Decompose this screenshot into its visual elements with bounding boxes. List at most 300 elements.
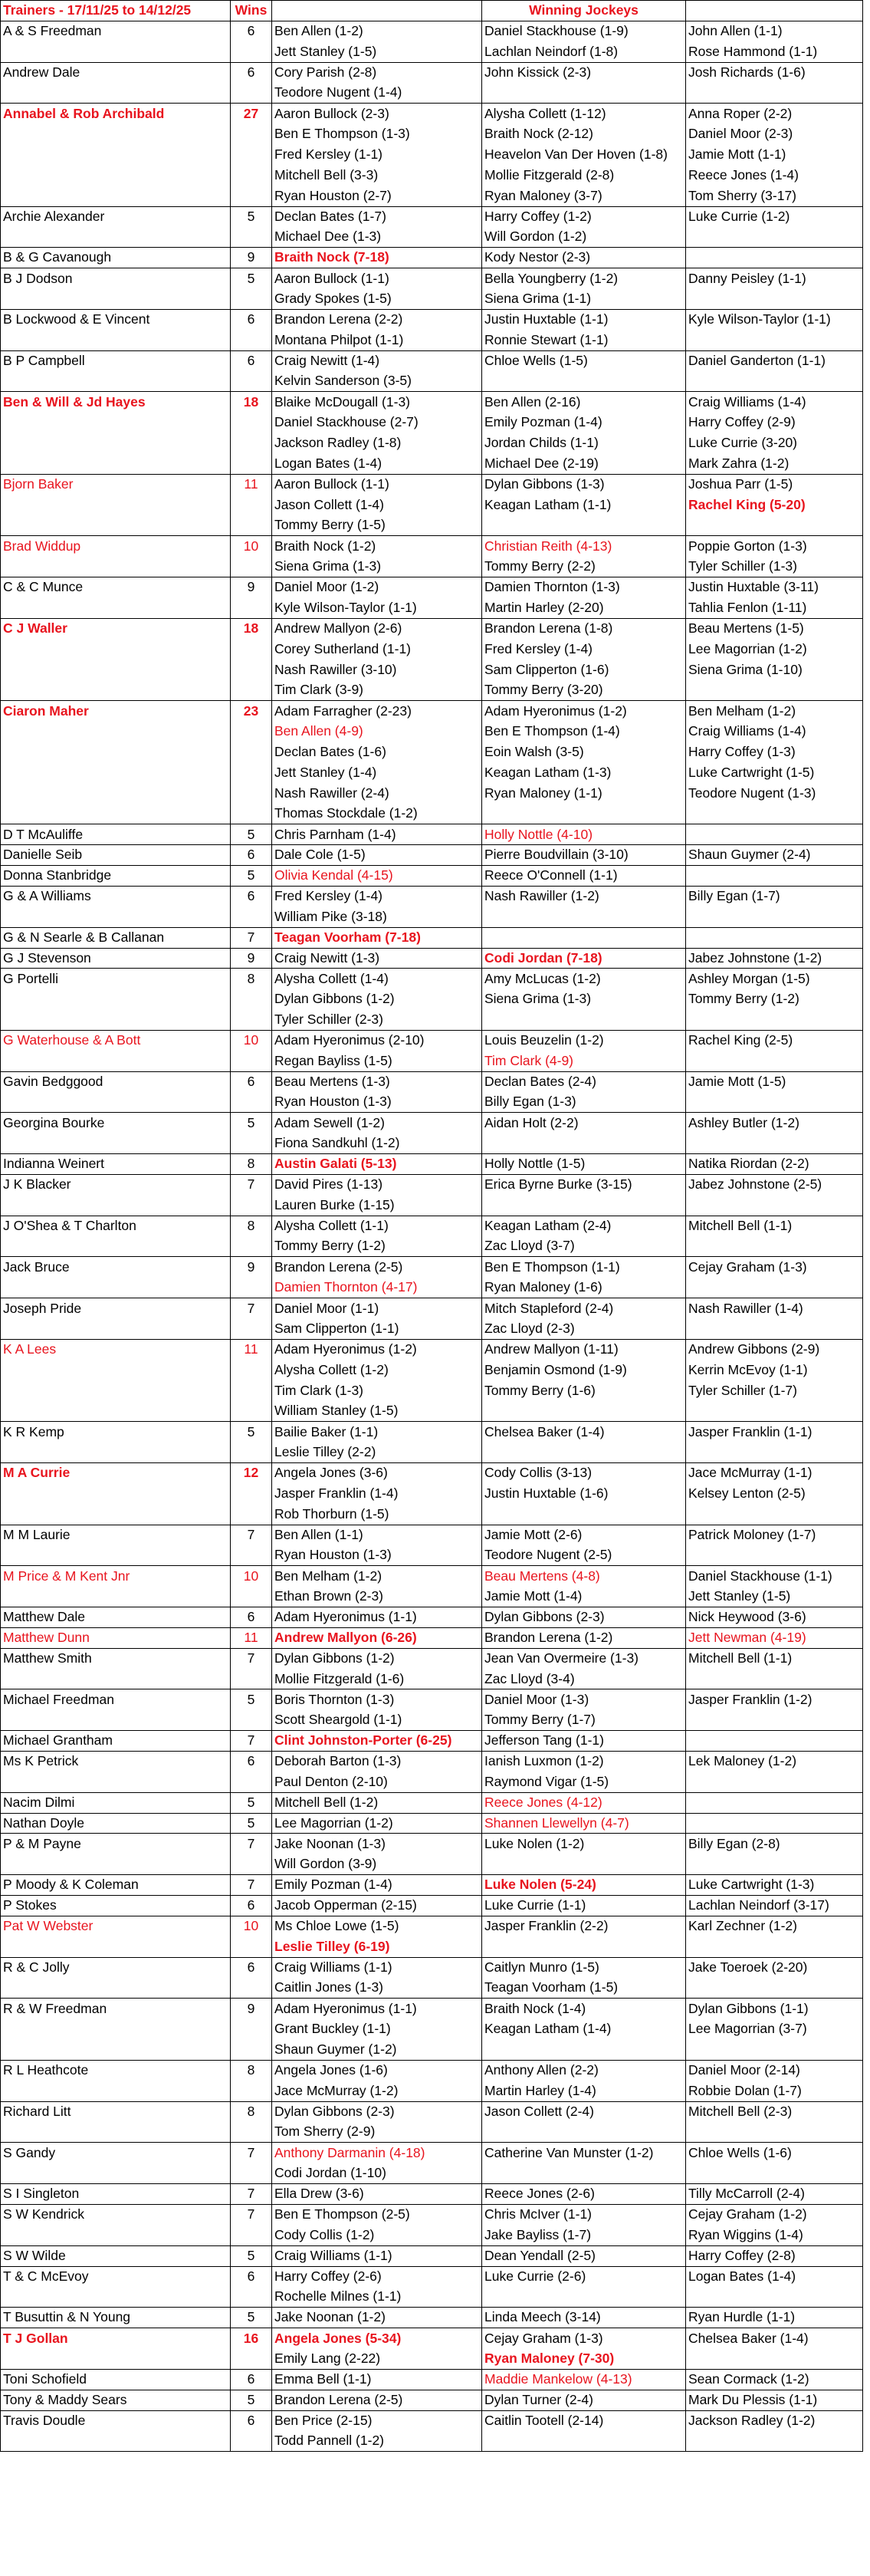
jockey-cell: Zac Lloyd (3-7) xyxy=(482,1236,686,1257)
jockey-cell: Sam Clipperton (1-6) xyxy=(482,660,686,680)
jockey-cell: Martin Harley (2-20) xyxy=(482,597,686,618)
table-row xyxy=(1,1483,863,1504)
trainer-wins xyxy=(231,1401,272,1422)
trainer-name: Richard Litt xyxy=(1,2101,231,2122)
jockey-cell xyxy=(482,1936,686,1957)
trainer-wins xyxy=(231,1504,272,1525)
jockey-cell xyxy=(686,2348,863,2369)
trainer-name xyxy=(1,2122,231,2143)
trainer-name: B J Dodson xyxy=(1,268,231,289)
jockey-cell: Lachlan Neindorf (1-8) xyxy=(482,41,686,62)
jockey-cell: Olivia Kendal (4-15) xyxy=(272,866,482,887)
trainer-wins xyxy=(231,722,272,742)
jockey-cell: Ryan Maloney (3-7) xyxy=(482,186,686,206)
jockey-cell: Alysha Collett (1-12) xyxy=(482,104,686,124)
jockey-cell: Siena Grima (1-10) xyxy=(686,660,863,680)
table-row xyxy=(1,948,863,969)
jockey-cell: Beau Mertens (4-8) xyxy=(482,1566,686,1587)
table-row xyxy=(1,2204,863,2225)
jockey-cell: Daniel Ganderton (1-1) xyxy=(686,350,863,371)
jockey-cell: Danny Peisley (1-1) xyxy=(686,268,863,289)
trainer-wins xyxy=(231,1092,272,1113)
jockey-cell: Ashley Morgan (1-5) xyxy=(686,969,863,989)
trainer-name: G & N Searle & B Callanan xyxy=(1,927,231,948)
jockey-cell: Dylan Gibbons (2-3) xyxy=(482,1607,686,1628)
table-row xyxy=(1,845,863,866)
jockey-cell: Craig Williams (1-4) xyxy=(686,722,863,742)
jockey-cell xyxy=(686,906,863,927)
jockey-cell: Mark Zahra (1-2) xyxy=(686,453,863,474)
jockey-cell: Boris Thornton (1-3) xyxy=(272,1689,482,1710)
jockey-cell: Josh Richards (1-6) xyxy=(686,62,863,83)
jockey-cell: Tom Sherry (3-17) xyxy=(686,186,863,206)
jockey-cell: Ben Melham (1-2) xyxy=(686,701,863,722)
table-row xyxy=(1,742,863,762)
jockey-cell: Grant Buckley (1-1) xyxy=(272,2019,482,2040)
jockey-cell: Bailie Baker (1-1) xyxy=(272,1422,482,1443)
jockey-cell: Erica Byrne Burke (3-15) xyxy=(482,1174,686,1195)
jockey-cell: Craig Williams (1-4) xyxy=(686,392,863,413)
table-row xyxy=(1,1195,863,1216)
trainer-wins xyxy=(231,1051,272,1071)
trainer-name xyxy=(1,1772,231,1792)
jockey-cell: Jamie Mott (2-6) xyxy=(482,1525,686,1545)
table-row xyxy=(1,515,863,536)
winning-jockeys-header: Winning Jockeys xyxy=(482,1,686,21)
trainer-wins xyxy=(231,2287,272,2308)
table-row xyxy=(1,289,863,310)
trainer-wins xyxy=(231,2163,272,2184)
jockey-cell: Craig Williams (1-1) xyxy=(272,1957,482,1978)
jockey-cell: Jace McMurray (1-2) xyxy=(272,2081,482,2101)
trainer-wins xyxy=(231,742,272,762)
jockey-cell: Dylan Gibbons (1-2) xyxy=(272,989,482,1010)
jockey-cell xyxy=(686,1092,863,1113)
jockey-cell: Teodore Nugent (1-3) xyxy=(686,783,863,804)
table-row xyxy=(1,536,863,557)
table-row xyxy=(1,83,863,104)
trainer-wins: 5 xyxy=(231,2308,272,2328)
table-row xyxy=(1,597,863,618)
jockey-cell: Ryan Wiggins (1-4) xyxy=(686,2225,863,2245)
jockey-cell: Ryan Houston (1-3) xyxy=(272,1545,482,1566)
jockey-cell: Jacob Opperman (2-15) xyxy=(272,1896,482,1916)
trainer-wins: 10 xyxy=(231,1916,272,1936)
trainer-wins xyxy=(231,762,272,783)
jockey-cell: Rose Hammond (1-1) xyxy=(686,41,863,62)
jockey-cell: Daniel Moor (2-3) xyxy=(686,124,863,145)
table-row xyxy=(1,62,863,83)
jockey-cell: Nash Rawiller (1-4) xyxy=(686,1298,863,1319)
jockey-cell: Cody Collis (1-2) xyxy=(272,2225,482,2245)
jockey-cell: Jett Newman (4-19) xyxy=(686,1627,863,1648)
trainer-wins xyxy=(231,1978,272,1999)
trainer-wins: 7 xyxy=(231,1731,272,1752)
trainer-name xyxy=(1,165,231,186)
table-row xyxy=(1,1360,863,1380)
jockey-cell: Billy Egan (1-7) xyxy=(686,886,863,906)
trainer-wins: 6 xyxy=(231,1071,272,1092)
table-row xyxy=(1,1710,863,1731)
trainer-wins: 10 xyxy=(231,1566,272,1587)
jockey-cell: Sean Cormack (1-2) xyxy=(686,2369,863,2390)
trainer-wins xyxy=(231,124,272,145)
jockey-cell: Chris Parnham (1-4) xyxy=(272,824,482,845)
trainer-wins xyxy=(231,1236,272,1257)
table-row xyxy=(1,1030,863,1051)
trainer-wins: 6 xyxy=(231,1896,272,1916)
trainer-wins: 7 xyxy=(231,1834,272,1854)
jockey-cell: Leslie Tilley (6-19) xyxy=(272,1936,482,1957)
table-row xyxy=(1,2287,863,2308)
trainer-wins: 11 xyxy=(231,1627,272,1648)
jockey-cell: Catherine Van Munster (1-2) xyxy=(482,2143,686,2163)
jockey-cell: Tyler Schiller (1-3) xyxy=(686,557,863,577)
jockey-cell: Ryan Houston (2-7) xyxy=(272,186,482,206)
jockey-cell: Keagan Latham (1-4) xyxy=(482,2019,686,2040)
header-row xyxy=(1,1,863,21)
jockey-cell: Rachel King (5-20) xyxy=(686,495,863,515)
table-row xyxy=(1,1051,863,1071)
jockey-cell: Ben E Thompson (1-4) xyxy=(482,722,686,742)
trainer-name xyxy=(1,2348,231,2369)
trainer-name xyxy=(1,186,231,206)
jockey-cell: Ryan Maloney (7-30) xyxy=(482,2348,686,2369)
trainer-name xyxy=(1,2287,231,2308)
jockey-cell xyxy=(686,1792,863,1813)
jockey-cell xyxy=(686,83,863,104)
jockey-cell: Angela Jones (3-6) xyxy=(272,1463,482,1484)
trainer-name xyxy=(1,639,231,660)
jockey-cell: Tim Clark (3-9) xyxy=(272,680,482,701)
trainer-wins: 9 xyxy=(231,248,272,268)
jockey-cell: Poppie Gorton (1-3) xyxy=(686,536,863,557)
jockey-cell: Robbie Dolan (1-7) xyxy=(686,2081,863,2101)
jockey-cell: Jamie Mott (1-1) xyxy=(686,145,863,166)
table-row xyxy=(1,906,863,927)
jockey-cell: Chloe Wells (1-5) xyxy=(482,350,686,371)
table-row xyxy=(1,824,863,845)
jockey-cell: Amy McLucas (1-2) xyxy=(482,969,686,989)
trainer-name xyxy=(1,1710,231,1731)
trainer-name: Tony & Maddy Sears xyxy=(1,2390,231,2410)
trainer-name xyxy=(1,515,231,536)
jockey-cell: Kody Nestor (2-3) xyxy=(482,248,686,268)
jockey-cell xyxy=(686,1772,863,1792)
jockey-cell: Daniel Stackhouse (2-7) xyxy=(272,413,482,433)
trainer-wins: 6 xyxy=(231,2369,272,2390)
jockey-cell: Jake Bayliss (1-7) xyxy=(482,2225,686,2245)
trainer-wins: 6 xyxy=(231,62,272,83)
jockey-cell: Tommy Berry (2-2) xyxy=(482,557,686,577)
trainer-name xyxy=(1,557,231,577)
jockey-cell xyxy=(686,1133,863,1154)
trainer-name xyxy=(1,660,231,680)
jockey-cell: Sam Clipperton (1-1) xyxy=(272,1319,482,1340)
trainer-wins xyxy=(231,330,272,350)
jockey-cell: Pierre Boudvillain (3-10) xyxy=(482,845,686,866)
table-row xyxy=(1,660,863,680)
jockey-cell: Lachlan Neindorf (3-17) xyxy=(686,1896,863,1916)
jockey-cell: John Kissick (2-3) xyxy=(482,62,686,83)
jockey-cell xyxy=(686,515,863,536)
trainer-wins xyxy=(231,413,272,433)
jockey-cell: Luke Cartwright (1-3) xyxy=(686,1875,863,1896)
jockey-cell: Todd Pannell (1-2) xyxy=(272,2431,482,2452)
jockey-cell: Jasper Franklin (1-2) xyxy=(686,1689,863,1710)
jockey-cell xyxy=(482,2287,686,2308)
table-row xyxy=(1,1092,863,1113)
table-row xyxy=(1,1463,863,1484)
trainer-name: M Price & M Kent Jnr xyxy=(1,1566,231,1587)
trainer-wins: 5 xyxy=(231,1422,272,1443)
trainer-name: Danielle Seib xyxy=(1,845,231,866)
jockey-cell: Mitchell Bell (3-3) xyxy=(272,165,482,186)
jockey-cell xyxy=(482,927,686,948)
table-row xyxy=(1,1298,863,1319)
trainer-wins: 10 xyxy=(231,536,272,557)
trainer-wins xyxy=(231,1483,272,1504)
trainer-wins: 5 xyxy=(231,1689,272,1710)
trainer-name: T J Gollan xyxy=(1,2328,231,2349)
table-row xyxy=(1,1422,863,1443)
trainer-name: G J Stevenson xyxy=(1,948,231,969)
trainer-wins xyxy=(231,227,272,248)
trainer-wins: 5 xyxy=(231,206,272,227)
trainer-wins: 7 xyxy=(231,1525,272,1545)
jockey-cell xyxy=(686,824,863,845)
table-row xyxy=(1,886,863,906)
wins-header: Wins xyxy=(231,1,272,21)
jockey-cell: Rochelle Milnes (1-1) xyxy=(272,2287,482,2308)
trainer-name xyxy=(1,1278,231,1298)
jockey-cell: Shaun Guymer (2-4) xyxy=(686,845,863,866)
table-row xyxy=(1,1854,863,1875)
jockey-cell: Bella Youngberry (1-2) xyxy=(482,268,686,289)
jockey-cell: Logan Bates (1-4) xyxy=(686,2266,863,2287)
jockey-cell: Ben Melham (1-2) xyxy=(272,1566,482,1587)
trainer-name xyxy=(1,371,231,392)
trainer-name: P & M Payne xyxy=(1,1834,231,1854)
trainer-wins: 8 xyxy=(231,2060,272,2081)
jockey-cell: Christian Reith (4-13) xyxy=(482,536,686,557)
jockey-cell: Siena Grima (1-1) xyxy=(482,289,686,310)
trainer-wins: 10 xyxy=(231,1030,272,1051)
jockey-cell: Montana Philpot (1-1) xyxy=(272,330,482,350)
trainer-wins xyxy=(231,989,272,1010)
table-row xyxy=(1,1319,863,1340)
jockey-cell: Justin Huxtable (3-11) xyxy=(686,577,863,598)
jockey-cell: Craig Newitt (1-3) xyxy=(272,948,482,969)
jockey-cell: Emma Bell (1-1) xyxy=(272,2369,482,2390)
trainer-name: C J Waller xyxy=(1,618,231,639)
trainer-wins xyxy=(231,495,272,515)
trainer-name: B & G Cavanough xyxy=(1,248,231,268)
trainer-name xyxy=(1,1443,231,1463)
table-row xyxy=(1,1566,863,1587)
jockey-cell xyxy=(686,289,863,310)
jockey-cell: Jefferson Tang (1-1) xyxy=(482,1731,686,1752)
jockey-cell: Kerrin McEvoy (1-1) xyxy=(686,1360,863,1380)
jockey-cell: Adam Hyeronimus (1-1) xyxy=(272,1607,482,1628)
table-row xyxy=(1,1154,863,1175)
jockey-cell: Nash Rawiller (3-10) xyxy=(272,660,482,680)
jockey-cell: Shaun Guymer (1-2) xyxy=(272,2040,482,2061)
jockey-cell: Dylan Turner (2-4) xyxy=(482,2390,686,2410)
trainer-name xyxy=(1,2163,231,2184)
trainer-name xyxy=(1,495,231,515)
trainer-wins xyxy=(231,371,272,392)
jockey-cell: Anna Roper (2-2) xyxy=(686,104,863,124)
table-row xyxy=(1,371,863,392)
table-row xyxy=(1,186,863,206)
trainer-name: G Waterhouse & A Bott xyxy=(1,1030,231,1051)
trainer-wins: 8 xyxy=(231,1154,272,1175)
jockey-cell xyxy=(686,227,863,248)
trainer-name: Toni Schofield xyxy=(1,2369,231,2390)
table-row xyxy=(1,1236,863,1257)
jockey-cell: Will Gordon (3-9) xyxy=(272,1854,482,1875)
jockey-cell: Blaike McDougall (1-3) xyxy=(272,392,482,413)
jockey-cell: Kelsey Lenton (2-5) xyxy=(686,1483,863,1504)
trainer-name xyxy=(1,597,231,618)
trainer-wins: 7 xyxy=(231,2143,272,2163)
jockey-cell: Jasper Franklin (1-4) xyxy=(272,1483,482,1504)
trainer-name: Brad Widdup xyxy=(1,536,231,557)
table-row xyxy=(1,2308,863,2328)
jockey-cell: Eoin Walsh (3-5) xyxy=(482,742,686,762)
jockey-cell: Cejay Graham (1-3) xyxy=(482,2328,686,2349)
table-row xyxy=(1,1525,863,1545)
jockey-cell: Mitchell Bell (1-2) xyxy=(272,1792,482,1813)
jockey-cell: Lauren Burke (1-15) xyxy=(272,1195,482,1216)
trainer-wins: 8 xyxy=(231,969,272,989)
jockey-cell: Keagan Latham (2-4) xyxy=(482,1216,686,1236)
jockey-cell: Daniel Moor (1-1) xyxy=(272,1298,482,1319)
trainer-name xyxy=(1,413,231,433)
jockey-cell: Adam Hyeronimus (1-2) xyxy=(482,701,686,722)
trainer-name: R L Heathcote xyxy=(1,2060,231,2081)
jockey-cell: Brandon Lerena (2-5) xyxy=(272,2390,482,2410)
trainer-name xyxy=(1,722,231,742)
jockey-cell xyxy=(686,804,863,824)
trainer-name: J O'Shea & T Charlton xyxy=(1,1216,231,1236)
jockey-cell: Daniel Moor (1-3) xyxy=(482,1689,686,1710)
jockey-cell: Ben Allen (1-2) xyxy=(272,21,482,41)
jockey-cell: Chelsea Baker (1-4) xyxy=(686,2328,863,2349)
jockey-cell: Anthony Darmanin (4-18) xyxy=(272,2143,482,2163)
jockey-cell: Fred Kersley (1-1) xyxy=(272,145,482,166)
trainer-name: R & C Jolly xyxy=(1,1957,231,1978)
jockey-cell: Emily Pozman (1-4) xyxy=(272,1875,482,1896)
jockey-cell: Ronnie Stewart (1-1) xyxy=(482,330,686,350)
table-row xyxy=(1,1545,863,1566)
jockey-cell: John Allen (1-1) xyxy=(686,21,863,41)
trainer-wins: 18 xyxy=(231,618,272,639)
jockey-cell: Brandon Lerena (1-2) xyxy=(482,1627,686,1648)
jockey-cell xyxy=(686,1669,863,1689)
table-row xyxy=(1,762,863,783)
jockey-cell: Reece O'Connell (1-1) xyxy=(482,866,686,887)
trainer-wins xyxy=(231,906,272,927)
table-row xyxy=(1,2328,863,2349)
jockey-cell: Brandon Lerena (2-5) xyxy=(272,1257,482,1278)
jockey-cell: Teagan Voorham (1-5) xyxy=(482,1978,686,1999)
jockey-cell: Jett Stanley (1-5) xyxy=(686,1587,863,1607)
trainer-name: Nathan Doyle xyxy=(1,1813,231,1834)
trainer-wins xyxy=(231,83,272,104)
jockey-cell: Jabez Johnstone (1-2) xyxy=(686,948,863,969)
trainer-wins: 7 xyxy=(231,1648,272,1669)
jockey-cell xyxy=(686,1545,863,1566)
jockey-cell: Lee Magorrian (3-7) xyxy=(686,2019,863,2040)
jockey-cell: Benjamin Osmond (1-9) xyxy=(482,1360,686,1380)
jockey-cell xyxy=(686,1401,863,1422)
trainer-name: Matthew Smith xyxy=(1,1648,231,1669)
jockey-cell: Lee Magorrian (1-2) xyxy=(272,1813,482,1834)
table-row xyxy=(1,2163,863,2184)
jockey-cell xyxy=(686,2431,863,2452)
jockey-cell: Raymond Vigar (1-5) xyxy=(482,1772,686,1792)
table-row xyxy=(1,227,863,248)
trainer-name: Nacim Dilmi xyxy=(1,1792,231,1813)
jockey-cell: Mitchell Bell (2-3) xyxy=(686,2101,863,2122)
trainer-wins: 6 xyxy=(231,2266,272,2287)
jockey-cell: Jean Van Overmeire (1-3) xyxy=(482,1648,686,1669)
table-row xyxy=(1,433,863,454)
jockey-cell: Harry Coffey (1-2) xyxy=(482,206,686,227)
trainer-wins xyxy=(231,1010,272,1031)
jockey-cell: Ethan Brown (2-3) xyxy=(272,1587,482,1607)
trainer-name xyxy=(1,330,231,350)
jockey-cell: Martin Harley (1-4) xyxy=(482,2081,686,2101)
jockey-cell xyxy=(482,2163,686,2184)
jockey-cell: Reece Jones (1-4) xyxy=(686,165,863,186)
trainer-wins: 6 xyxy=(231,845,272,866)
jockey-cell: Brandon Lerena (2-2) xyxy=(272,309,482,330)
table-row xyxy=(1,680,863,701)
jockey-cell: Daniel Moor (1-2) xyxy=(272,577,482,598)
jockey-cell: Aaron Bullock (1-1) xyxy=(272,474,482,495)
jockey-cell xyxy=(482,1854,686,1875)
table-row xyxy=(1,495,863,515)
table-row xyxy=(1,330,863,350)
jockey-cell: Ryan Houston (1-3) xyxy=(272,1092,482,1113)
trainer-name xyxy=(1,1380,231,1401)
trainer-wins: 23 xyxy=(231,701,272,722)
jockey-cell: Ms Chloe Lowe (1-5) xyxy=(272,1916,482,1936)
trainer-name: B P Campbell xyxy=(1,350,231,371)
trainer-name xyxy=(1,1483,231,1504)
jockey-cell: Tom Sherry (2-9) xyxy=(272,2122,482,2143)
table-row xyxy=(1,722,863,742)
trainer-name: S W Kendrick xyxy=(1,2204,231,2225)
jockey-cell: Fred Kersley (1-4) xyxy=(272,886,482,906)
jockey-cell: Grady Spokes (1-5) xyxy=(272,289,482,310)
jockey-cell: Kyle Wilson-Taylor (1-1) xyxy=(686,309,863,330)
trainer-name: D T McAuliffe xyxy=(1,824,231,845)
jockey-cell xyxy=(686,2122,863,2143)
table-row xyxy=(1,248,863,268)
jockeys-header-blank-right xyxy=(686,1,863,21)
trainer-wins xyxy=(231,1133,272,1154)
jockey-cell: Ben E Thompson (2-5) xyxy=(272,2204,482,2225)
jockey-cell: Andrew Mallyon (2-6) xyxy=(272,618,482,639)
jockey-cell: Ryan Maloney (1-6) xyxy=(482,1278,686,1298)
trainer-name xyxy=(1,2225,231,2245)
jockey-cell: Luke Currie (1-1) xyxy=(482,1896,686,1916)
jockey-cell: Justin Huxtable (1-1) xyxy=(482,309,686,330)
